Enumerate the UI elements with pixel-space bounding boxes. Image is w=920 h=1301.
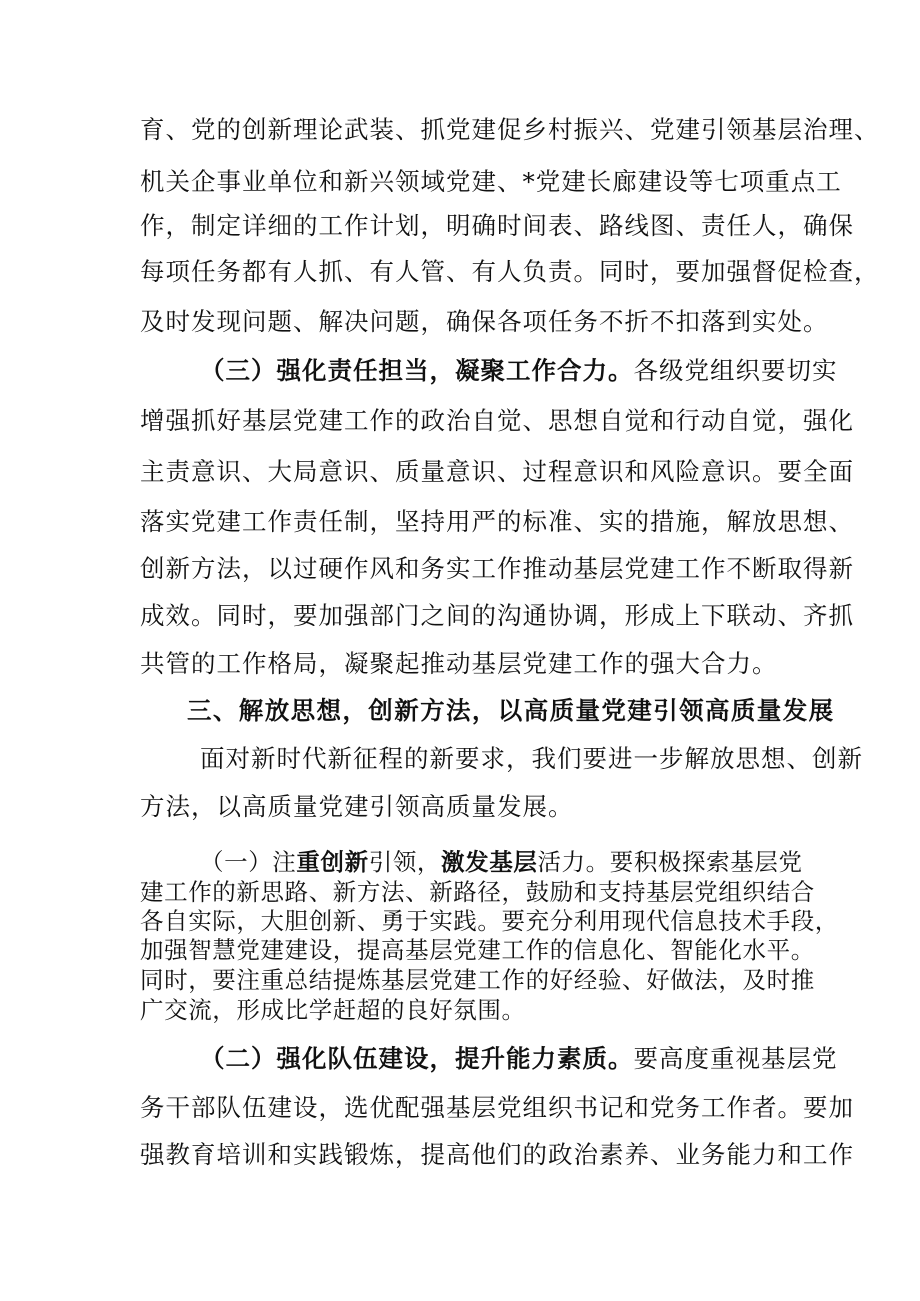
text-line: 每项任务都有人抓、有人管、有人负责。同时，要加强督促检查， bbox=[140, 257, 880, 286]
paragraph-1-heading-b: 重创新 bbox=[296, 848, 369, 876]
text-line: 各自实际，大胆创新、勇于实践。要充分利用现代信息技术手段， bbox=[140, 907, 839, 935]
paragraph-1-heading-d: 激发基层 bbox=[441, 848, 538, 876]
text-line: 主责意识、大局意识、质量意识、过程意识和风险意识。要全面 bbox=[140, 457, 854, 486]
text-line: 成效。同时，要加强部门之间的沟通协调，形成上下联动、齐抓 bbox=[140, 601, 854, 630]
paragraph-1-first-line bbox=[200, 848, 803, 876]
text-line: 育、党的创新理论武装、抓党建促乡村振兴、党建引领基层治理、 bbox=[140, 115, 880, 144]
paragraph-2-first-rest: 要高度重视基层党 bbox=[633, 1044, 838, 1073]
paragraph-2-first-line bbox=[200, 1043, 838, 1075]
text-line: 强教育培训和实践锻炼，提高他们的政治素养、业务能力和工作 bbox=[140, 1140, 854, 1169]
text-line: 共管的工作格局，凝聚起推动基层党建工作的强大合力。 bbox=[140, 649, 778, 678]
paragraph-1-heading-c: 引领， bbox=[368, 848, 442, 876]
text-line: 创新方法，以过硬作风和务实工作推动基层党建工作不断取得新 bbox=[140, 554, 854, 583]
text-line: 及时发现问题、解决问题，确保各项任务不折不扣落到实处。 bbox=[140, 307, 829, 336]
text-line: 面对新时代新征程的新要求，我们要进一步解放思想、创新 bbox=[200, 744, 863, 773]
paragraph-3-first-line bbox=[200, 355, 838, 387]
paragraph-1-heading-a: （一）注 bbox=[200, 848, 297, 876]
text-line: 作，制定详细的工作计划，明确时间表、路线图、责任人，确保 bbox=[140, 211, 854, 240]
text-line: 落实党建工作责任制，坚持用严的标准、实的措施，解放思想、 bbox=[140, 507, 854, 536]
paragraph-1-first-rest: 要积极探索基层党 bbox=[609, 848, 803, 876]
paragraph-3-heading: （三）强化责任担当，凝聚工作合力。 bbox=[200, 356, 634, 385]
text-line: 方法，以高质量党建引领高质量发展。 bbox=[140, 792, 574, 821]
text-line: 建工作的新思路、新方法、新路径，鼓励和支持基层党组织结合 bbox=[140, 878, 815, 906]
paragraph-3-first-rest: 各级党组织要切实 bbox=[633, 356, 838, 385]
section-heading: 三、解放思想，创新方法，以高质量党建引领高质量发展 bbox=[187, 696, 835, 725]
text-line: 广交流，形成比学赶超的良好氛围。 bbox=[140, 996, 526, 1024]
text-line: 加强智慧党建建设，提高基层党建工作的信息化、智能化水平。 bbox=[140, 936, 815, 964]
paragraph-2-heading: （二）强化队伍建设，提升能力素质。 bbox=[200, 1044, 634, 1073]
text-line: 机关企事业单位和新兴领域党建、*党建长廊建设等七项重点工 bbox=[140, 167, 842, 196]
text-line: 增强抓好基层党建工作的政治自觉、思想自觉和行动自觉，强化 bbox=[140, 406, 854, 435]
text-line: 务干部队伍建设，选优配强基层党组织书记和党务工作者。要加 bbox=[140, 1093, 854, 1122]
paragraph-1-heading-e: 活力。 bbox=[537, 848, 610, 876]
text-line: 同时，要注重总结提炼基层党建工作的好经验、好做法，及时推 bbox=[140, 966, 815, 994]
